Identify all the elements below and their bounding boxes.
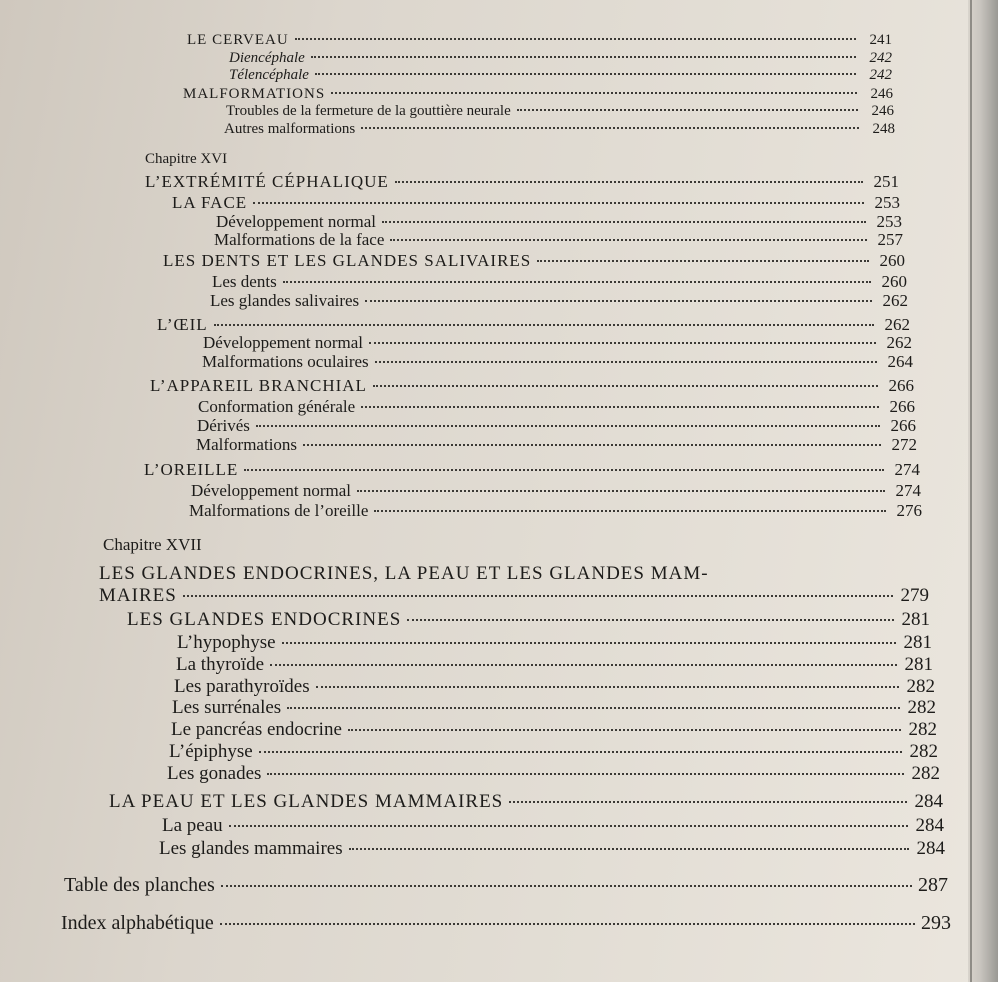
toc-entry-page: 262 <box>886 333 912 352</box>
toc-entry-page: 287 <box>918 874 948 896</box>
toc-entry-page: 260 <box>881 272 907 291</box>
dot-leader <box>259 751 902 753</box>
toc-entry-page: 246 <box>871 103 894 119</box>
dot-leader <box>303 444 881 446</box>
toc-entry-label: Développement normal <box>216 212 377 231</box>
dot-leader <box>537 260 869 262</box>
dot-leader <box>373 385 878 387</box>
toc-entry-page: 266 <box>889 397 915 416</box>
toc-entry-label: Le pancréas endocrine <box>171 719 342 740</box>
toc-entry-page: 257 <box>877 230 903 249</box>
toc-entry-page: 266 <box>890 416 916 435</box>
toc-entry-label: L’épiphyse <box>169 741 253 762</box>
toc-entry-label: LE CERVEAU <box>187 32 289 48</box>
toc-entry <box>177 632 932 656</box>
dot-leader <box>390 239 867 241</box>
dot-leader <box>407 619 894 621</box>
dot-leader <box>221 885 912 887</box>
toc-entry-page: 274 <box>894 460 920 479</box>
toc-entry-page: 284 <box>915 815 944 836</box>
dot-leader <box>395 181 863 183</box>
dot-leader <box>315 73 856 75</box>
toc-entry-page: 293 <box>921 912 951 934</box>
dot-leader <box>349 848 909 850</box>
toc-entry-label: La thyroïde <box>176 654 265 675</box>
toc-entry-label: MALFORMATIONS <box>183 86 326 102</box>
toc-entry <box>167 763 940 787</box>
toc-entry-page: 260 <box>879 251 905 270</box>
toc-entry-label: L’OREILLE <box>144 460 239 479</box>
toc-entry <box>189 501 922 525</box>
toc-entry-page: 282 <box>909 741 938 762</box>
dot-leader <box>369 342 876 344</box>
toc-entry-page: 282 <box>907 697 936 718</box>
toc-entry-label: Les glandes mammaires <box>159 838 343 859</box>
toc-entry-label: Dérivés <box>197 416 250 435</box>
toc-entry-label: MAIRES <box>99 585 177 606</box>
toc-entry <box>127 609 930 633</box>
toc-entry <box>61 912 951 936</box>
dot-leader <box>361 406 879 408</box>
toc-entry-label: Développement normal <box>191 481 352 500</box>
toc-entry-label: LES GLANDES ENDOCRINES <box>127 609 402 630</box>
toc-entry-label: Malformations de la face <box>214 230 385 249</box>
chapter-heading: Chapitre XVI <box>145 151 228 167</box>
toc-entry-label: Autres malformations <box>224 121 356 137</box>
toc-entry-page: 262 <box>884 315 910 334</box>
toc-entry-label: L’APPAREIL BRANCHIAL <box>150 376 367 395</box>
dot-leader <box>214 324 874 326</box>
toc-entry-page: 241 <box>869 32 892 48</box>
toc-entry-label: La peau <box>162 815 223 836</box>
dot-leader <box>509 801 907 803</box>
toc-entry-page: 264 <box>887 352 913 371</box>
dot-leader <box>316 686 899 688</box>
toc-entry-label: Télencéphale <box>229 67 309 83</box>
toc-entry-label: Malformations oculaires <box>202 352 369 371</box>
dot-leader <box>361 127 859 129</box>
toc-entry-label: LA FACE <box>172 193 248 212</box>
toc-entry-label: Les parathyroïdes <box>174 676 310 697</box>
dot-leader <box>357 490 885 492</box>
dot-leader <box>270 664 897 666</box>
toc-entry-label: Les gonades <box>167 763 262 784</box>
toc-entry <box>169 741 938 765</box>
dot-leader <box>311 56 856 58</box>
toc-entry-page: 284 <box>914 791 943 812</box>
toc-entry <box>99 585 929 609</box>
toc-entry-label: LA PEAU ET LES GLANDES MAMMAIRES <box>109 791 504 812</box>
toc-entry-page: 279 <box>900 585 929 606</box>
toc-entry-label: Conformation générale <box>198 397 356 416</box>
dot-leader <box>229 825 908 827</box>
toc-entry-label: LES DENTS ET LES GLANDES SALIVAIRES <box>163 251 532 270</box>
toc-entry-label: Les glandes salivaires <box>210 291 360 310</box>
dot-leader <box>256 425 880 427</box>
dot-leader <box>331 92 857 94</box>
toc-entry-page: 282 <box>908 719 937 740</box>
toc-entry-page: 281 <box>904 654 933 675</box>
dot-leader <box>253 202 864 204</box>
toc-entry-label: Diencéphale <box>229 50 305 66</box>
dot-leader <box>287 707 900 709</box>
dot-leader <box>220 923 915 925</box>
dot-leader <box>374 510 886 512</box>
toc-entry-page: 274 <box>895 481 921 500</box>
toc-entry-page: 262 <box>882 291 908 310</box>
toc-entry-page: 253 <box>874 193 900 212</box>
toc-entry <box>64 874 948 898</box>
toc-entry-page: 281 <box>903 632 932 653</box>
toc-entry-label: Malformations <box>196 435 298 454</box>
toc-entry-page: 272 <box>891 435 917 454</box>
toc-entry-label: L’hypophyse <box>177 632 276 653</box>
toc-entry-page: 276 <box>896 501 922 520</box>
chapter-title: LES GLANDES ENDOCRINES, LA PEAU ET LES GLANDES MAM- <box>99 563 709 584</box>
toc-entry-label: Développement normal <box>203 333 364 352</box>
toc-entry-label: Les surrénales <box>172 697 282 718</box>
dot-leader <box>267 773 904 775</box>
dot-leader <box>365 300 872 302</box>
toc-entry-label: Table des planches <box>64 874 215 896</box>
toc-entry <box>210 291 908 315</box>
dot-leader <box>244 469 884 471</box>
chapter-heading: Chapitre XVII <box>103 535 202 554</box>
toc-entry-label: L’EXTRÉMITÉ CÉPHALIQUE <box>145 172 389 191</box>
dot-leader <box>517 109 858 111</box>
toc-entry <box>162 815 944 839</box>
toc-entry-page: 251 <box>873 172 899 191</box>
dot-leader <box>282 642 896 644</box>
toc-entry <box>172 697 936 721</box>
toc-entry-label: Malformations de l’oreille <box>189 501 369 520</box>
toc-entry-label: L’ŒIL <box>157 315 208 334</box>
dot-leader <box>295 38 856 40</box>
toc-entry-page: 253 <box>876 212 902 231</box>
dot-leader <box>375 361 877 363</box>
toc-entry <box>224 121 895 145</box>
dot-leader <box>283 281 871 283</box>
toc-entry <box>176 654 933 678</box>
dot-leader <box>382 221 866 223</box>
toc-entry-page: 242 <box>869 50 892 66</box>
toc-entry-page: 281 <box>901 609 930 630</box>
toc-entry <box>202 352 913 376</box>
toc-entry-page: 284 <box>916 838 945 859</box>
toc-entry <box>196 435 917 459</box>
toc-entry <box>171 719 937 743</box>
toc-entry-label: Index alphabétique <box>61 912 214 934</box>
toc-entry-label: Les dents <box>212 272 277 291</box>
toc-entry-page: 282 <box>906 676 935 697</box>
toc-entry-page: 282 <box>911 763 940 784</box>
toc-entry-page: 246 <box>870 86 893 102</box>
toc-entry-page: 248 <box>872 121 895 137</box>
dot-leader <box>183 595 893 597</box>
toc-entry <box>109 791 943 815</box>
toc-entry <box>159 838 945 862</box>
toc-entry-page: 266 <box>888 376 914 395</box>
dot-leader <box>348 729 901 731</box>
toc-entry-label: Troubles de la fermeture de la gouttière neurale <box>226 103 511 119</box>
toc-entry-page: 242 <box>869 67 892 83</box>
